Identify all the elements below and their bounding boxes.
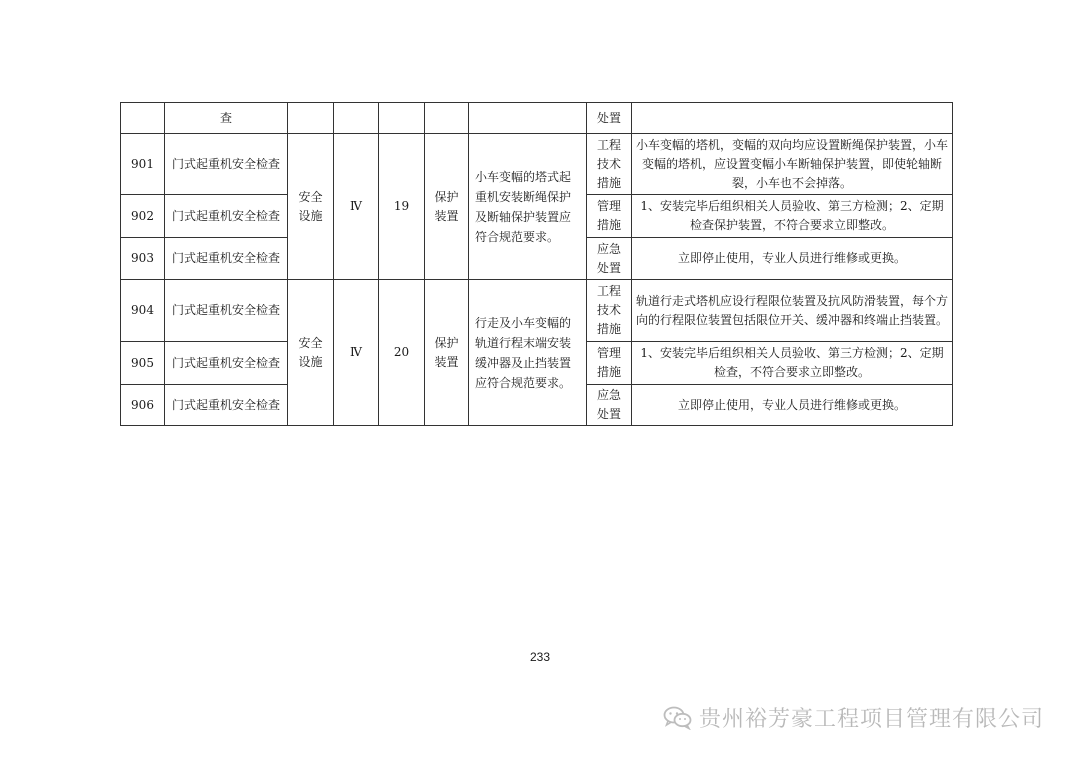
measure-type: 管理措施 <box>587 342 632 385</box>
row-name: 门式起重机安全检查 <box>165 134 288 195</box>
measure-text: 立即停止使用，专业人员进行维修或更换。 <box>632 238 953 280</box>
level-cell: Ⅳ <box>334 280 379 426</box>
measure-type: 工程技术措施 <box>587 134 632 195</box>
row-id: 903 <box>121 238 165 280</box>
table-cell <box>288 103 334 134</box>
table-row <box>121 280 953 342</box>
watermark-text: 贵州裕芳豪工程项目管理有限公司 <box>698 707 1044 732</box>
measure-type: 工程技术措施 <box>587 280 632 342</box>
measure-text: 小车变幅的塔机，变幅的双向均应设置断绳保护装置，小车变幅的塔机，应设置变幅小车断轴保护装置，即使轮轴断裂，小车也不会掉落。 <box>632 134 953 195</box>
item-cell: 保护装置 <box>425 134 469 280</box>
measure-text: 轨道行走式塔机应设行程限位装置及抗风防滑装置，每个方向的行程限位装置包括限位开关、缓冲器和终端止挡装置。 <box>632 280 953 342</box>
table-cell <box>379 103 425 134</box>
watermark <box>663 702 1044 733</box>
measure-type: 应急处置 <box>587 238 632 280</box>
item-cell: 保护装置 <box>425 280 469 426</box>
wechat-icon <box>663 706 693 730</box>
table-row <box>121 134 953 195</box>
measure-text: 1、安装完毕后组织相关人员验收、第三方检测；2、定期检查，不符合要求立即整改。 <box>632 342 953 385</box>
table-cell <box>425 103 469 134</box>
measure-type: 应急处置 <box>587 385 632 426</box>
table-cell <box>469 103 587 134</box>
measure-text: 1、安装完毕后组织相关人员验收、第三方检测；2、定期检查保护装置，不符合要求立即整改。 <box>632 195 953 238</box>
category-cell: 安全设施 <box>288 134 334 280</box>
level-cell: Ⅳ <box>334 134 379 280</box>
description-cell: 行走及小车变幅的轨道行程末端安装缓冲器及止挡装置应符合规范要求。 <box>469 280 587 426</box>
row-id: 904 <box>121 280 165 342</box>
measure-type: 管理措施 <box>587 195 632 238</box>
table-continued-row <box>121 103 953 134</box>
row-name: 门式起重机安全检查 <box>165 342 288 385</box>
row-name: 门式起重机安全检查 <box>165 385 288 426</box>
row-name: 门式起重机安全检查 <box>165 195 288 238</box>
row-name: 门式起重机安全检查 <box>165 238 288 280</box>
measure-label-cell: 处置 <box>587 103 632 134</box>
table-cell <box>632 103 953 134</box>
table-cell <box>121 103 165 134</box>
table-cell <box>334 103 379 134</box>
description-cell: 小车变幅的塔式起重机安装断绳保护及断轴保护装置应符合规范要求。 <box>469 134 587 280</box>
row-id: 906 <box>121 385 165 426</box>
measure-text: 立即停止使用，专业人员进行维修或更换。 <box>632 385 953 426</box>
row-name: 门式起重机安全检查 <box>165 280 288 342</box>
page-number: 233 <box>529 650 551 664</box>
row-id: 902 <box>121 195 165 238</box>
category-cell: 安全设施 <box>288 280 334 426</box>
inspection-table <box>120 102 953 426</box>
row-id: 905 <box>121 342 165 385</box>
number-cell: 20 <box>379 280 425 426</box>
number-cell: 19 <box>379 134 425 280</box>
row-id: 901 <box>121 134 165 195</box>
name-tail-cell: 查 <box>165 103 288 134</box>
